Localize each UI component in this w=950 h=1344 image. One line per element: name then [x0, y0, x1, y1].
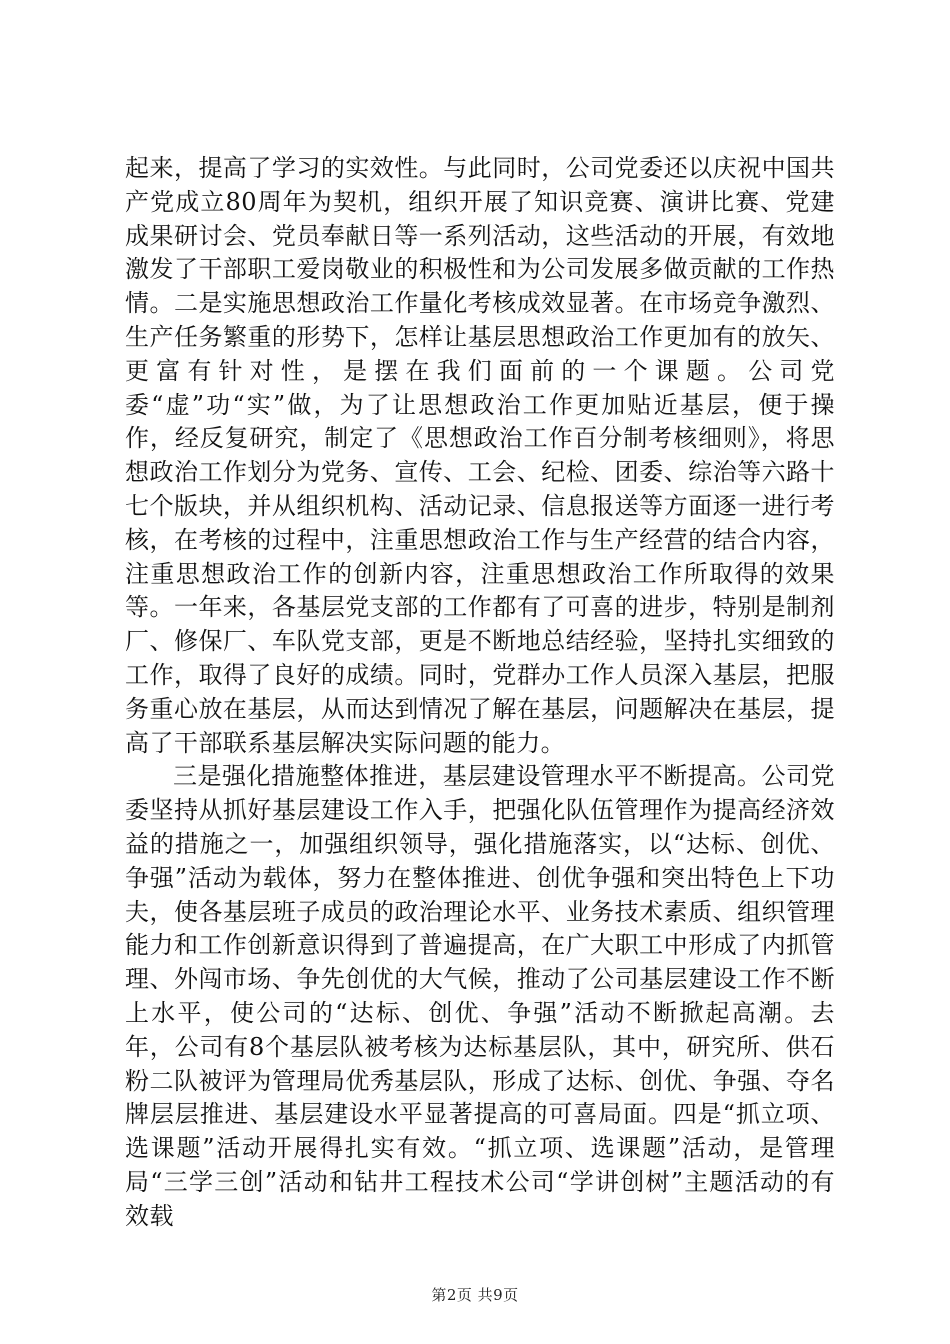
page-number-footer: 第2页 共9页: [431, 1286, 519, 1304]
paragraph-2: 三是强化措施整体推进，基层建设管理水平不断提高。公司党委坚持从抓好基层建设工作入手，把强化队伍管理作为提高经济效益的措施之一，加强组织领导，强化措施落实，以“达标、创优、争强”活动为载体，努力在整体推进、创优争强和突出特色上下功夫，使各基层班子成员的政治理论水平、业务技术素质、组织管理能力和工作创新意识得到了普遍提高，在广大职工中形成了内抓管理、外闯市场、争先创优的大气候，推动了公司基层建设工作不断上水平，使公司的“达标、创优、争强”活动不断掀起高潮。去年，公司有8个基层队被考核为达标基层队，其中，研究所、供石粉二队被评为管理局优秀基层队，形成了达标、创优、争强、夺名牌层层推进、基层建设水平显著提高的可喜局面。四是“抓立项、选课题”活动开展得扎实有效。“抓立项、选课题”活动，是管理局“三学三创”活动和钻井工程技术公司“学讲创树”主题活动的有效载: [125, 762, 835, 1230]
paragraph-1: 起来，提高了学习的实效性。与此同时，公司党委还以庆祝中国共产党成立80周年为契机，组织开展了知识竞赛、演讲比赛、党建成果研讨会、党员奉献日等一系列活动，这些活动的开展，有效地激发了干部职工爱岗敬业的积极性和为公司发展多做贡献的工作热情。二是实施思想政治工作量化考核成效显著。在市场竞争激烈、生产任务繁重的形势下，怎样让基层思想政治工作更加有的放矢、更富有针对性，是摆在我们面前的一个课题。公司党委“虚”功“实”做，为了让思想政治工作更加贴近基层，便于操作，经反复研究，制定了《思想政治工作百分制考核细则》，将思想政治工作划分为党务、宣传、工会、纪检、团委、综治等六路十七个版块，并从组织机构、活动记录、信息报送等方面逐一进行考核，在考核的过程中，注重思想政治工作与生产经营的结合内容，注重思想政治工作的创新内容，注重思想政治工作所取得的效果等。一年来，各基层党支部的工作都有了可喜的进步，特别是制剂厂、修保厂、车队党支部，更是不断地总结经验，坚持扎实细致的工作，取得了良好的成绩。同时，党群办工作人员深入基层，把服务重心放在基层，从而达到情况了解在基层，问题解决在基层，提高了干部联系基层解决实际问题的能力。: [125, 154, 835, 757]
document-body: [125, 152, 835, 1234]
